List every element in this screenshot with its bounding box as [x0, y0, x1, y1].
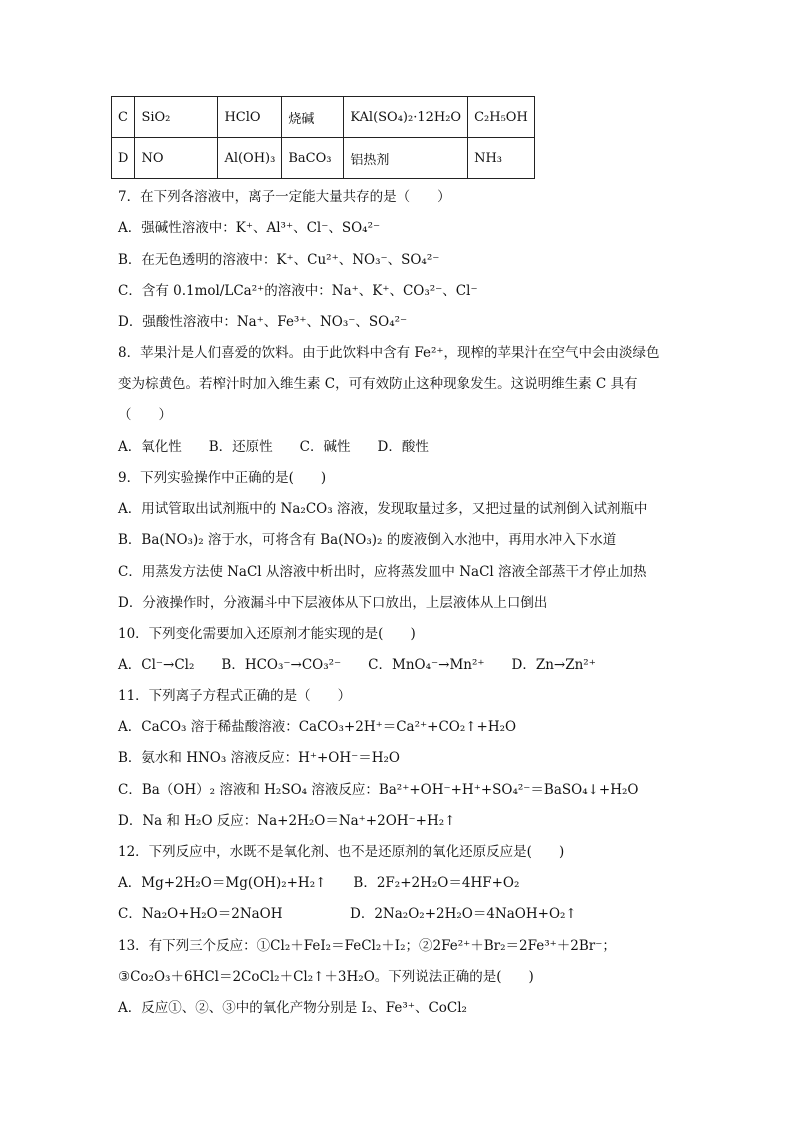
question-7-option-b: B．在无色透明的溶液中：K⁺、Cu²⁺、NO₃⁻、SO₄²⁻	[118, 252, 440, 268]
table-cell: Al(OH)₃	[218, 138, 282, 179]
question-11-option-a: A．CaCO₃ 溶于稀盐酸溶液：CaCO₃+2H⁺＝Ca²⁺+CO₂↑+H₂O	[118, 719, 517, 735]
table-cell: NH₃	[468, 138, 535, 179]
question-9-option-c: C．用蒸发方法使 NaCl 从溶液中析出时，应将蒸发皿中 NaCl 溶液全部蒸干才停止加热	[118, 564, 647, 580]
table-cell: D	[112, 138, 135, 179]
classification-table	[111, 96, 535, 179]
question-8-stem-line-2: 变为棕黄色。若榨汁时加入维生素 C，可有效防止这种现象发生。这说明维生素 C 具有	[118, 376, 638, 392]
question-11-option-c: C．Ba（OH）₂ 溶液和 H₂SO₄ 溶液反应：Ba²⁺+OH⁻+H⁺+SO₄²⁻＝BaSO₄↓+H₂O	[118, 782, 639, 798]
question-8-stem-line-1: 8．苹果汁是人们喜爱的饮料。由于此饮料中含有 Fe²⁺，现榨的苹果汁在空气中会由淡绿色	[118, 345, 660, 361]
question-11-option-d: D．Na 和 H₂O 反应：Na+2H₂O＝Na⁺+2OH⁻+H₂↑	[118, 813, 456, 829]
question-9-option-d: D．分液操作时，分液漏斗中下层液体从下口放出，上层液体从上口倒出	[118, 595, 548, 611]
question-13-stem-line-2: ③Co₂O₃＋6HCl＝2CoCl₂＋Cl₂↑＋3H₂O。下列说法正确的是( )	[118, 969, 534, 985]
question-12-options-cd: C．Na₂O+H₂O＝2NaOH D．2Na₂O₂+2H₂O＝4NaOH+O₂↑	[118, 906, 577, 922]
question-7-option-c: C．含有 0.1mol/LCa²⁺的溶液中：Na⁺、K⁺、CO₃²⁻、Cl⁻	[118, 283, 478, 299]
question-8-answer-bracket: （ ）	[118, 407, 172, 423]
question-9-stem: 9．下列实验操作中正确的是( )	[118, 470, 327, 486]
table-cell: 铝热剂	[344, 138, 468, 179]
question-7-option-a: A．强碱性溶液中：K⁺、Al³⁺、Cl⁻、SO₄²⁻	[118, 220, 381, 236]
question-8-options: A．氧化性 B．还原性 C．碱性 D．酸性	[118, 439, 429, 455]
question-7-stem: 7．在下列各溶液中，离子一定能大量共存的是（ ）	[118, 189, 451, 205]
table-cell: 烧碱	[282, 97, 344, 138]
table-cell: C	[112, 97, 135, 138]
question-10-options: A．Cl⁻→Cl₂ B．HCO₃⁻→CO₃²⁻ C．MnO₄⁻→Mn²⁺ D．Zn→Zn²⁺	[118, 657, 596, 673]
table-cell: SiO₂	[135, 97, 218, 138]
question-13-stem-line-1: 13．有下列三个反应：①Cl₂＋FeI₂＝FeCl₂＋I₂；②2Fe²⁺＋Br₂＝2Fe³⁺＋2Br⁻；	[118, 938, 616, 954]
table-cell: HClO	[218, 97, 282, 138]
question-10-stem: 10．下列变化需要加入还原剂才能实现的是( )	[118, 626, 416, 642]
question-11-option-b: B．氨水和 HNO₃ 溶液反应：H⁺+OH⁻＝H₂O	[118, 750, 400, 766]
table-cell: KAl(SO₄)₂·12H₂O	[344, 97, 468, 138]
table-row	[112, 97, 535, 138]
table-cell: C₂H₅OH	[468, 97, 535, 138]
question-12-stem: 12．下列反应中，水既不是氧化剂、也不是还原剂的氧化还原反应是( )	[118, 844, 565, 860]
table-row	[112, 138, 535, 179]
question-9-option-b: B．Ba(NO₃)₂ 溶于水，可将含有 Ba(NO₃)₂ 的废液倒入水池中，再用水冲入下水道	[118, 532, 617, 548]
table-cell: BaCO₃	[282, 138, 344, 179]
table-cell: NO	[135, 138, 218, 179]
question-9-option-a: A．用试管取出试剂瓶中的 Na₂CO₃ 溶液，发现取量过多，又把过量的试剂倒入试剂瓶中	[118, 501, 648, 517]
question-12-options-ab: A．Mg+2H₂O＝Mg(OH)₂+H₂↑ B．2F₂+2H₂O＝4HF+O₂	[118, 875, 520, 891]
question-13-option-a: A．反应①、②、③中的氧化产物分别是 I₂、Fe³⁺、CoCl₂	[118, 1000, 467, 1016]
question-11-stem: 11．下列离子方程式正确的是（ ）	[118, 688, 352, 704]
question-7-option-d: D．强酸性溶液中：Na⁺、Fe³⁺、NO₃⁻、SO₄²⁻	[118, 314, 408, 330]
